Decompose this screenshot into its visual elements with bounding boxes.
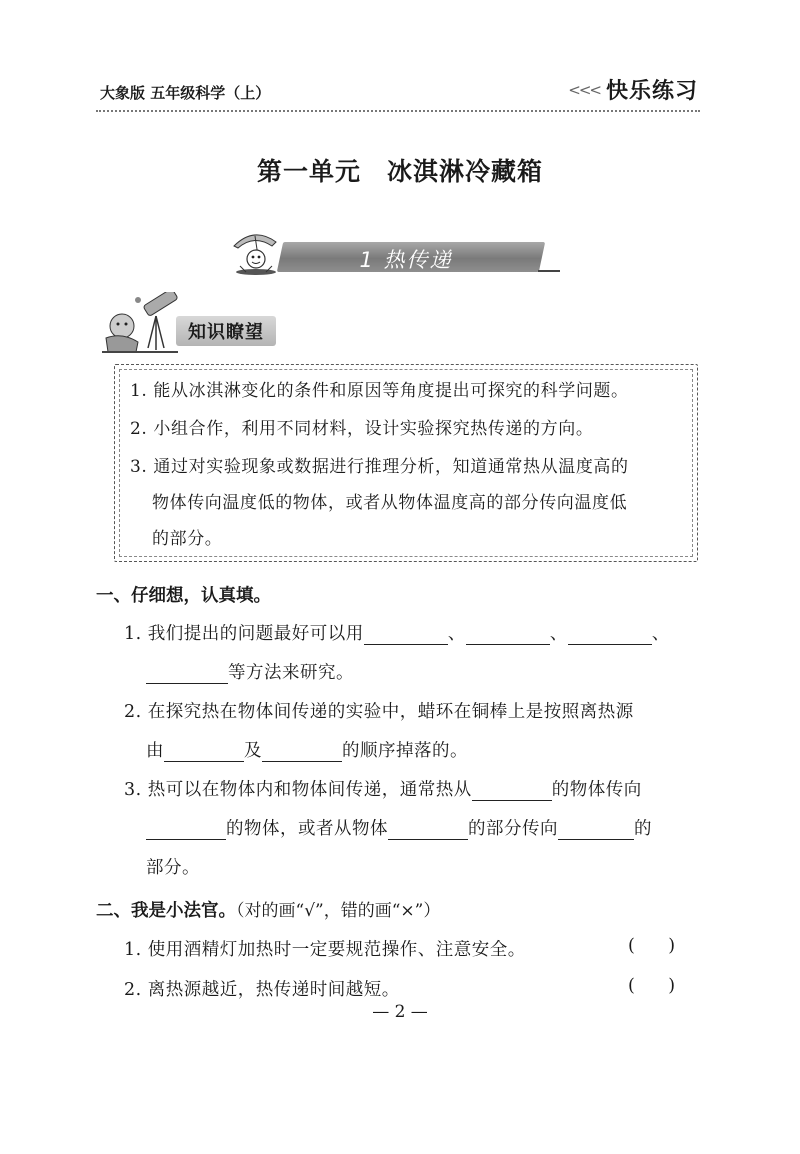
book-title: 大象版 五年级科学（上） [100,84,271,102]
q2-line-1 [124,698,634,723]
q3-line-1 [124,776,642,801]
q1-line-1 [124,620,670,645]
q3-text-c: 的物体，或者从物体 [226,819,388,839]
q3-text-e: 的 [634,819,652,839]
q2-line-2 [146,737,468,762]
header-divider [96,110,700,112]
answer-blank[interactable] [558,821,634,840]
objective-3-cont2: 的部分。 [152,529,223,549]
judge-q1: 1. 使用酒精灯加热时一定要规范操作、注意安全。 [124,940,526,960]
q1-sep: 、 [651,624,670,644]
answer-blank[interactable] [164,743,244,762]
objective-3-cont: 物体传向温度低的物体，或者从物体温度高的部分传向温度低 [152,493,628,513]
q1-sep: 、 [549,624,568,644]
q1-text: 1. 我们提出的问题最好可以用 [124,624,364,644]
brand-header [568,74,698,105]
q3-text-a: 3. 热可以在物体内和物体间传递，通常热从 [124,780,472,800]
q2-text: 2. 在探究热在物体间传递的实验中，蜡环在铜棒上是按照离热源 [124,702,634,722]
knowledge-label: 知识瞭望 [188,322,264,343]
banner-underline [538,270,560,272]
answer-blank[interactable] [146,821,226,840]
q2-text-b: 由 [146,741,164,761]
q2-text-c: 及 [244,741,262,761]
q2-text-d: 的顺序掉落的。 [342,741,468,761]
answer-blank[interactable] [146,665,228,684]
answer-parentheses[interactable]: ( ) [628,936,676,956]
telescope-kid-icon [98,292,188,356]
q1-text-end: 等方法来研究。 [228,663,354,683]
objective-1: 1. 能从冰淇淋变化的条件和原因等角度提出可探究的科学问题。 [130,381,629,401]
section-2-instruction: （对的画“√”，错的画“×”） [236,901,441,921]
objective-3: 3. 通过对实验现象或数据进行推理分析，知道通常热从温度高的 [130,457,629,477]
answer-blank[interactable] [388,821,468,840]
answer-blank[interactable] [568,626,652,645]
answer-blank[interactable] [466,626,550,645]
unit-name: 冰淇淋冷藏箱 [387,157,544,186]
q1-line-2 [146,659,354,684]
section-2-heading: 二、我是小法官。 [96,901,236,921]
q3-text-b: 的物体传向 [551,780,642,800]
answer-blank[interactable] [472,782,552,801]
judge-q2: 2. 离热源越近，热传递时间越短。 [124,980,400,1000]
q3-text-f: 部分。 [146,858,200,878]
answer-blank[interactable] [364,626,448,645]
answer-parentheses[interactable]: ( ) [628,976,676,996]
page-number: — 2 — [372,1002,428,1022]
lesson-title: 1 热传递 [359,248,453,272]
objective-2: 2. 小组合作，利用不同材料，设计实验探究热传递的方向。 [130,419,594,439]
q3-text-d: 的部分传向 [468,819,558,839]
unit-number: 第一单元 [256,157,361,186]
q3-line-2 [146,815,652,840]
unit-title [0,152,800,188]
brand-label: 快乐练习 [605,79,698,104]
cartoon-mascot-icon [228,226,284,276]
section-1-title: 一、仔细想，认真填。 [96,586,271,606]
answer-blank[interactable] [262,743,342,762]
chevrons-icon: <<< [568,80,600,99]
q1-sep: 、 [447,624,466,644]
section-2-title [96,896,440,922]
q3-line-3 [146,854,200,879]
